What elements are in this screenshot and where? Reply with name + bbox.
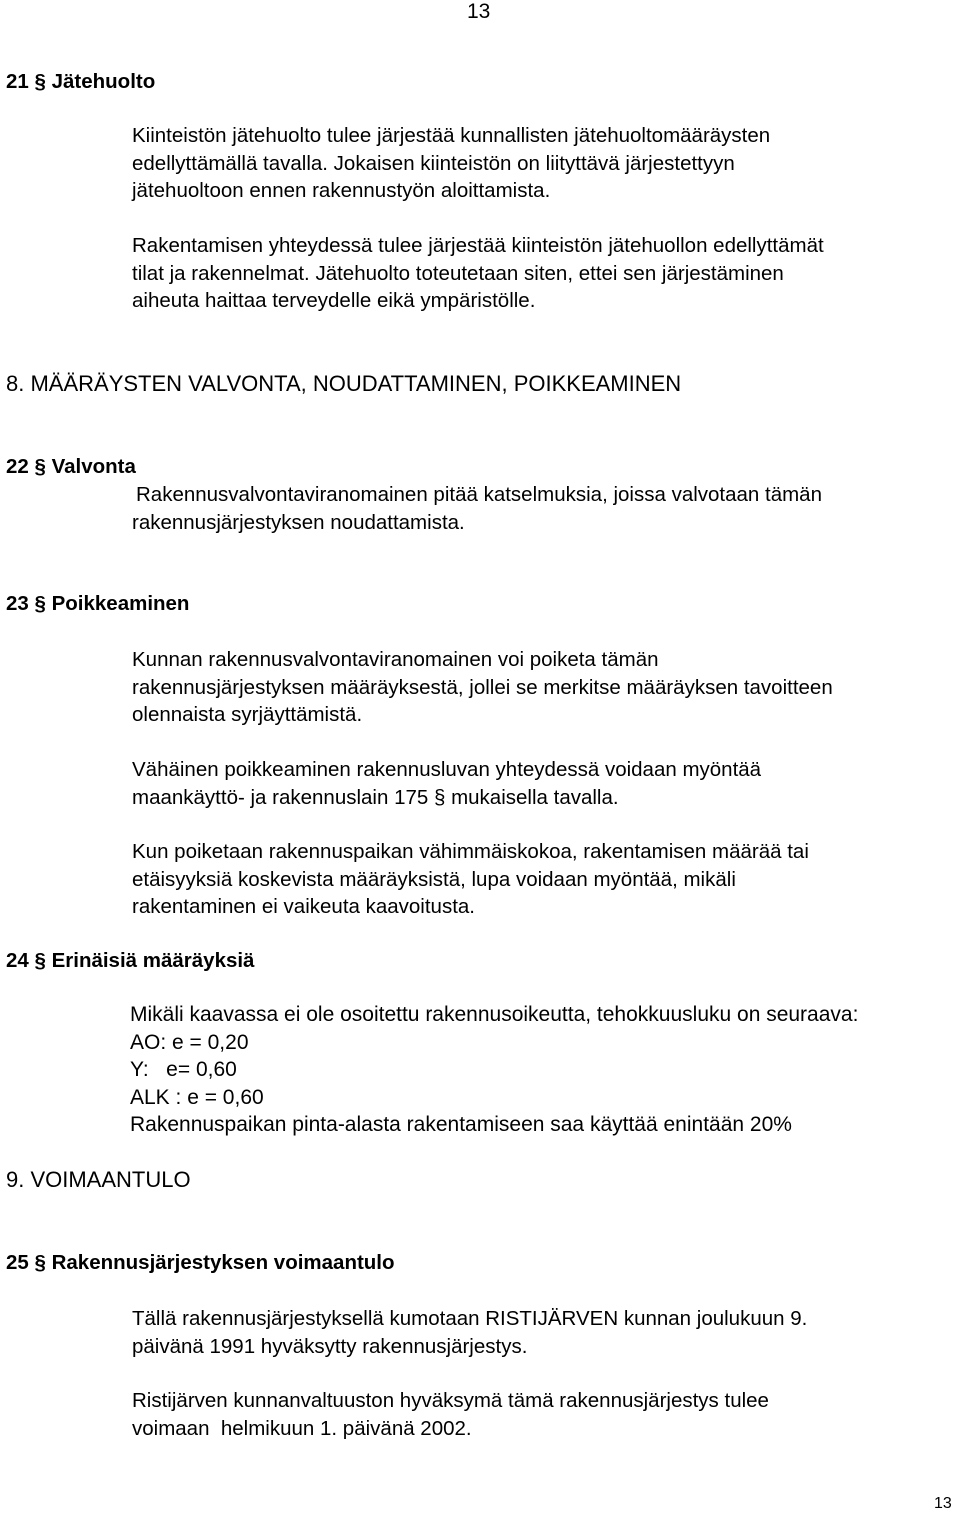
- text-line: aiheuta haittaa terveydelle eikä ympäristölle.: [132, 289, 536, 312]
- text-line: maankäyttö- ja rakennuslain 175 § mukaisella tavalla.: [132, 785, 619, 809]
- text-line: Kunnan rakennusvalvontaviranomainen voi poiketa tämän: [132, 648, 659, 671]
- text-line: rakennusjärjestyksen noudattamista.: [132, 510, 465, 534]
- text-line: Rakennusvalvontaviranomainen pitää katselmuksia, joissa valvotaan tämän: [136, 483, 822, 506]
- text-line: päivänä 1991 hyväksytty rakennusjärjestys.: [132, 1334, 528, 1358]
- text-line: Ristijärven kunnanvaltuuston hyväksymä tämä rakennusjärjestys tulee: [132, 1389, 769, 1412]
- section-25-heading: 25 § Rakennusjärjestyksen voimaantulo: [6, 1251, 395, 1274]
- text-line: Mikäli kaavassa ei ole osoitettu rakennusoikeutta, tehokkuusluku on seuraava:: [130, 1003, 859, 1026]
- section-24-lines: [130, 1001, 858, 1139]
- text-line: Kiinteistön jätehuolto tulee järjestää kunnallisten jätehuoltomääräysten: [132, 124, 771, 147]
- section-21-heading: 21 § Jätehuolto: [6, 70, 156, 93]
- text-line: Tällä rakennusjärjestyksellä kumotaan RISTIJÄRVEN kunnan joulukuun 9.: [132, 1307, 808, 1330]
- text-line: rakennusjärjestyksen määräyksestä, jollei se merkitse määräyksen tavoitteen: [132, 675, 833, 699]
- text-line: rakentaminen ei vaikeuta kaavoitusta.: [132, 895, 476, 918]
- text-line: tilat ja rakennelmat. Jätehuolto toteutetaan siten, ettei sen järjestäminen: [132, 261, 784, 285]
- text-line: Kun poiketaan rakennuspaikan vähimmäiskokoa, rakentamisen määrää tai: [132, 840, 809, 863]
- section-23-heading: 23 § Poikkeaminen: [6, 592, 190, 615]
- text-line: edellyttämällä tavalla. Jokaisen kiinteistön on liityttävä järjestettyyn: [132, 151, 735, 175]
- page-number-top: 13: [467, 0, 491, 23]
- page-number-bottom: 13: [934, 1495, 952, 1512]
- text-line: Rakentamisen yhteydessä tulee järjestää kiinteistön jätehuollon edellyttämät: [132, 234, 824, 257]
- text-line: etäisyyksiä koskevista määräyksistä, lupa voidaan myöntää, mikäli: [132, 867, 736, 891]
- section-23-paragraph-1: [132, 646, 833, 729]
- text-line: AO: e = 0,20: [130, 1030, 249, 1054]
- section-25-paragraph-2: [132, 1387, 769, 1442]
- text-line: jätehuoltoon ennen rakennustyön aloittamista.: [132, 179, 551, 202]
- text-line: Y: e= 0,60: [130, 1058, 237, 1081]
- text-line: Rakennuspaikan pinta-alasta rakentamiseen saa käyttää enintään 20%: [130, 1113, 792, 1136]
- chapter-9-heading: 9. VOIMAANTULO: [6, 1167, 191, 1192]
- section-22-paragraph-1: [132, 481, 822, 536]
- section-24-heading: 24 § Erinäisiä määräyksiä: [6, 949, 255, 972]
- text-line: Vähäinen poikkeaminen rakennusluvan yhteydessä voidaan myöntää: [132, 758, 762, 781]
- text-line: olennaista syrjäyttämistä.: [132, 703, 363, 726]
- text-line: voimaan helmikuun 1. päivänä 2002.: [132, 1416, 472, 1440]
- section-21-paragraph-2: [132, 232, 824, 315]
- section-22-heading: 22 § Valvonta: [6, 455, 136, 478]
- section-23-paragraph-3: [132, 838, 809, 921]
- section-21-paragraph-1: [132, 122, 770, 205]
- chapter-8-heading: 8. MÄÄRÄYSTEN VALVONTA, NOUDATTAMINEN, POIKKEAMINEN: [6, 371, 682, 396]
- section-25-paragraph-1: [132, 1305, 807, 1360]
- text-line: ALK : e = 0,60: [130, 1085, 264, 1109]
- section-23-paragraph-2: [132, 756, 761, 811]
